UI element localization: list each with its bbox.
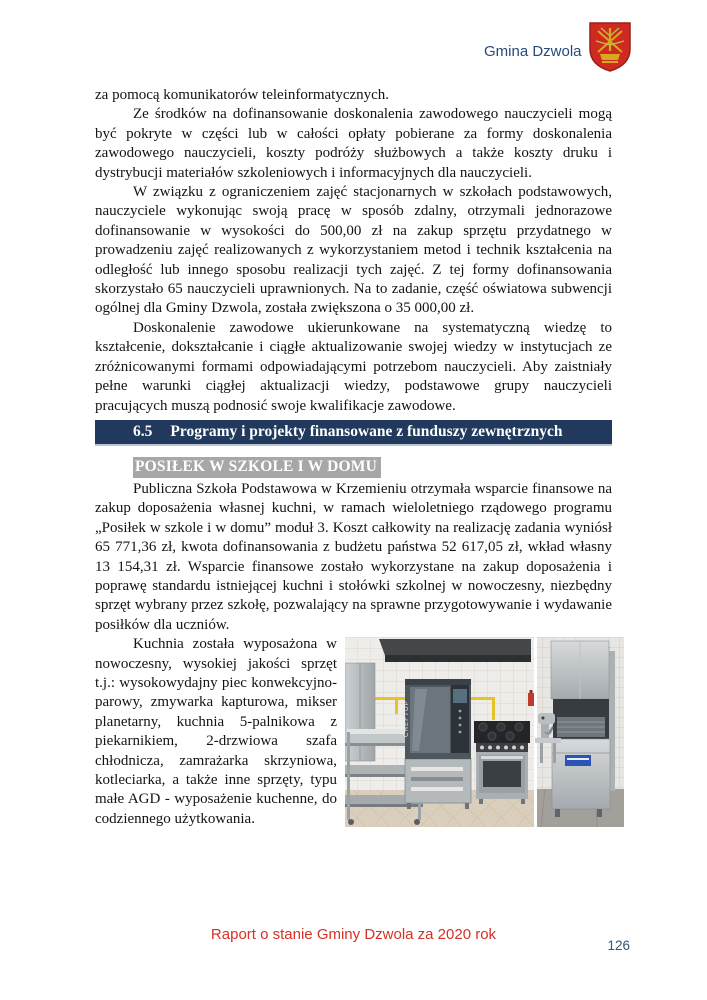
- org-name: Gmina Dzwola: [484, 43, 582, 60]
- footer-report-title: Raport o stanie Gminy Dzwola za 2020 rok: [210, 926, 497, 943]
- subsection-heading: POSIŁEK W SZKOLE I W DOMU: [133, 457, 381, 478]
- oven-brand-text: CHEFTOP: [404, 700, 410, 738]
- body-paragraph: W związku z ograniczeniem zajęć stacjonarnych w szkołach podstawowych, nauczyciele wykonując swoją pracę w sposób zdalny, otrzymali jednorazowe dofinansowanie w wysokości do 500,00 zł na zakup sprzętu przydatnego w prowadzeniu zajęć realizowanych z wykorzystaniem metod i technik kształcenia na odległość lub innego sposobu realizacji tych zajęć. Z tej formy dofinansowania skorzystało 65 nauczycieli uprawnionych. Na to zadanie, część oświatowa subwencji ogólnej dla Gminy Dzwola, została zwiększona o 35 000,00 zł.: [95, 184, 612, 317]
- photo-text-block: [95, 635, 612, 829]
- body-paragraph: Publiczna Szkoła Podstawowa w Krzemieniu otrzymała wsparcie finansowe na zakup doposażenia własnej kuchni, w ramach wieloletniego rządowego programu „Posiłek w szkole i w domu” moduł 3. Koszt całkowity na realizację zadania wyniósł 65 771,36 zł, kwota dofinansowania z budżetu państwa 52 617,05 zł, wkład własny 13 154,31 zł. Wsparcie finansowe zostało wykorzystane na zakup doposażenia i poprawę standardu istniejącej kuchni i stołówki szkolnej w nowoczesny, niezbędny sprzęt wybrany przez szkołę, pozwalający na sprawne przygotowywanie i wydawanie posiłków dla uczniów.: [95, 480, 612, 633]
- page-content: [95, 86, 612, 831]
- body-paragraph: Ze środków na dofinansowanie doskonalenia zawodowego nauczycieli mogą być pokryte w części lub w całości opłaty pobierane za formy doskonalenia zawodowego nauczycieli, koszty podróży służbowych a także koszty druku i dystrybucji materiałów szkoleniowych i informacyjnych dla nauczycieli.: [95, 106, 612, 181]
- kitchen-photo: [345, 637, 624, 827]
- section-title: Programy i projekty finansowane z funduszy zewnętrznych: [170, 422, 563, 440]
- page-number: 126: [607, 938, 630, 953]
- subsection-row: [133, 457, 612, 478]
- body-paragraph: Doskonalenie zawodowe ukierunkowane na systematyczną wiedzę to kształcenie, dokształcanie i ciągłe aktualizowanie swojej wiedzy w instytucjach ze zróżnicowanymi formami odpowiadającymi potrzebom nauczycieli. Aby zaistniały pełne warunki ciągłej aktualizacji wiedzy, podstawowe grupy nauczycieli pracujących muszą podnosić swoje kwalifikacje zawodowe.: [95, 319, 612, 414]
- coat-of-arms-icon: [588, 21, 632, 73]
- body-paragraph: Kuchnia została wyposażona w nowoczesny, wysokiej jakości sprzęt t.j.: wysokowydajny piec konwekcyjno-parowy, zmywarka kapturowa, mikser planetarny, kuchnia 5-palnikowa z piekarnikiem, 2-drzwiowa szafa chłodnicza, zamrażarka skrzyniowa, kotleciarka, a także inne sprzęty, typu małe AGD - wyposażenie kuchenne, do codziennego użytkowania.: [95, 636, 337, 827]
- section-number: 6.5: [133, 422, 153, 440]
- section-heading: [95, 420, 612, 446]
- body-paragraph: za pomocą komunikatorów teleinformatycznych.: [95, 87, 390, 103]
